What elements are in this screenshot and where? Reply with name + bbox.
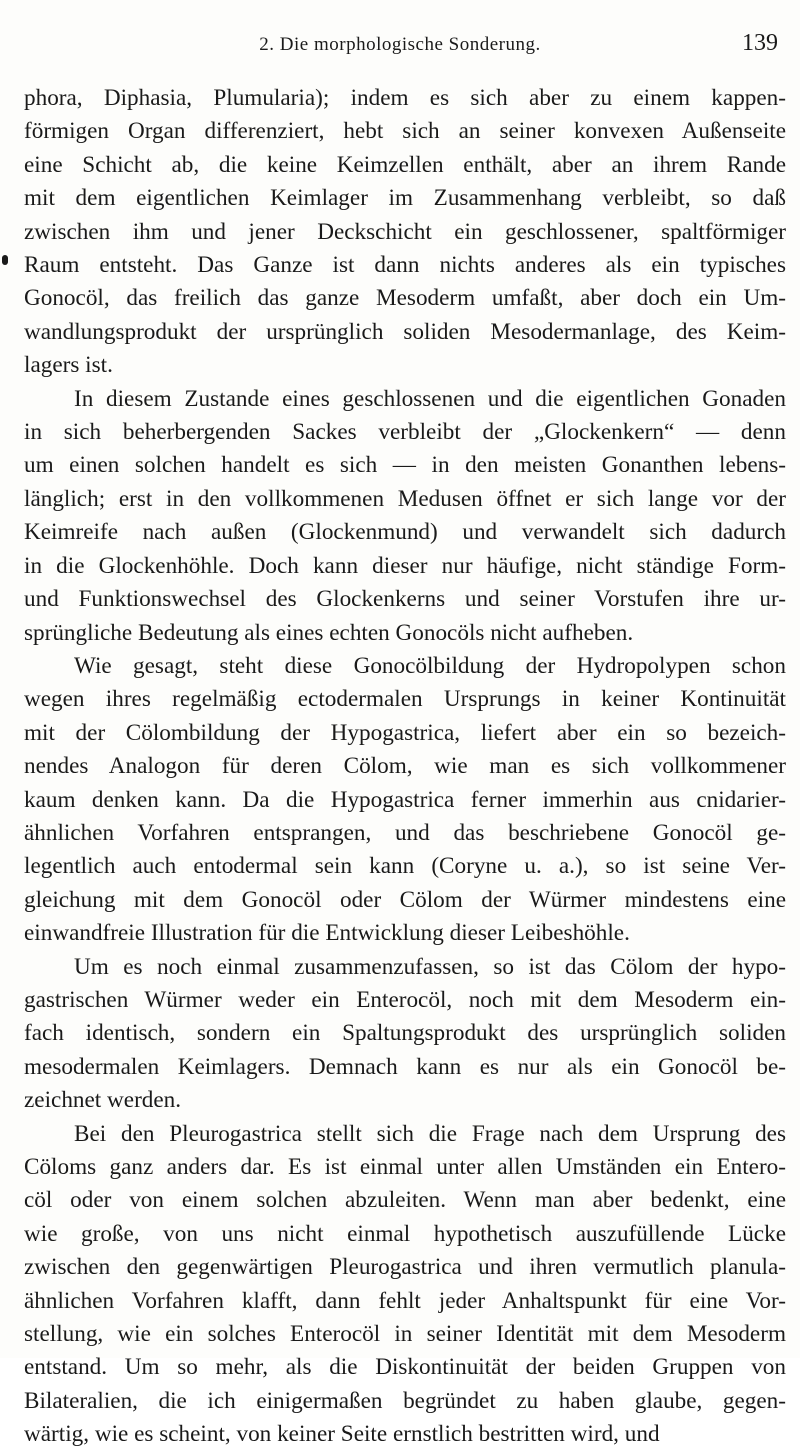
paragraph: [24, 82, 786, 383]
running-head: 2. Die morphologische Sonderung.: [259, 34, 541, 55]
text-line: fach identisch, sondern ein Spaltungsprodukt des ursprünglich soliden: [24, 1020, 786, 1047]
text-line: kaum denken kann. Da die Hypogastrica ferner immerhin aus cnidarier-: [24, 786, 786, 813]
text-line: mit der Cölombildung der Hypogastrica, liefert aber ein so bezeich-: [24, 719, 786, 746]
text-line: sprüngliche Bedeutung als eines echten Gonocöls nicht aufheben.: [24, 619, 634, 646]
text-line: nendes Analogon für deren Cölom, wie man es sich vollkommener: [24, 753, 786, 780]
text-line: cöl oder von einem solchen abzuleiten. Wenn man aber bedenkt, eine: [24, 1187, 786, 1214]
text-line: Gonocöl, das freilich das ganze Mesoderm umfaßt, aber doch ein Um-: [24, 285, 786, 312]
paragraph: [24, 650, 786, 951]
text-line: In diesem Zustande eines geschlossenen und die eigentlichen Gonaden: [74, 385, 786, 412]
text-line: wie große, von uns nicht einmal hypothetisch auszufüllende Lücke: [24, 1220, 786, 1247]
text-line: stellung, wie ein solches Enterocöl in seiner Identität mit dem Mesoderm: [24, 1321, 786, 1348]
text-line: lagers ist.: [24, 352, 113, 379]
body-text: [24, 82, 786, 1452]
text-line: Um es noch einmal zusammenzufassen, so ist das Cölom der hypo-: [74, 953, 786, 980]
text-line: länglich; erst in den vollkommenen Medusen öffnet er sich lange vor der: [24, 485, 786, 512]
paragraph: [24, 1118, 786, 1452]
text-line: Bilateralien, die ich einigermaßen begründet zu haben glaube, gegen-: [24, 1387, 786, 1414]
text-line: gastrischen Würmer weder ein Enterocöl, noch mit dem Mesoderm ein-: [24, 986, 786, 1013]
page-header: [0, 28, 800, 68]
margin-mark: [2, 255, 8, 265]
text-line: zwischen ihm und jener Deckschicht ein geschlossener, spaltförmiger: [24, 218, 786, 245]
text-line: förmigen Organ differenziert, hebt sich an seiner konvexen Außenseite: [24, 118, 786, 145]
text-line: ähnlichen Vorfahren klafft, dann fehlt jeder Anhaltspunkt für eine Vor-: [24, 1287, 786, 1314]
text-line: und Funktionswechsel des Glockenkerns und seiner Vorstufen ihre ur-: [24, 586, 786, 613]
text-line: Bei den Pleurogastrica stellt sich die Frage nach dem Ursprung des: [74, 1120, 786, 1147]
text-line: zeichnet werden.: [24, 1087, 182, 1114]
text-line: entstand. Um so mehr, als die Diskontinuität der beiden Gruppen von: [24, 1354, 786, 1381]
text-line: ähnlichen Vorfahren entsprangen, und das beschriebene Gonocöl ge-: [24, 819, 786, 846]
text-line: wärtig, wie es scheint, von keiner Seite ernstlich bestritten wird, und: [24, 1421, 660, 1448]
text-line: phora, Diphasia, Plumularia); indem es sich aber zu einem kappen-: [24, 85, 786, 111]
page-number: 139: [742, 30, 778, 56]
text-line: legentlich auch entodermal sein kann (Coryne u. a.), so ist seine Ver-: [24, 853, 786, 880]
text-line: wegen ihres regelmäßig ectodermalen Ursprungs in keiner Kontinuität: [24, 686, 786, 713]
text-line: wandlungsprodukt der ursprünglich soliden Mesodermanlage, des Keim-: [24, 318, 786, 345]
text-line: Keimreife nach außen (Glockenmund) und verwandelt sich dadurch: [24, 519, 786, 546]
text-line: gleichung mit dem Gonocöl oder Cölom der Würmer mindestens eine: [24, 886, 786, 913]
text-line: mesodermalen Keimlagers. Demnach kann es nur als ein Gonocöl be-: [24, 1053, 786, 1080]
text-line: in die Glockenhöhle. Doch kann dieser nur häufige, nicht ständige Form-: [24, 552, 786, 579]
text-line: zwischen den gegenwärtigen Pleurogastrica und ihren vermutlich planula-: [24, 1254, 786, 1281]
text-line: Wie gesagt, steht diese Gonocölbildung der Hydropolypen schon: [74, 652, 786, 679]
text-line: mit dem eigentlichen Keimlager im Zusammenhang verbleibt, so daß: [24, 185, 786, 212]
text-line: Cöloms ganz anders dar. Es ist einmal unter allen Umständen ein Entero-: [24, 1154, 786, 1180]
text-line: in sich beherbergenden Sackes verbleibt der „Glockenkern“ — denn: [24, 419, 786, 446]
paragraph: [24, 951, 786, 1118]
paragraph: [24, 383, 786, 650]
text-line: Raum entsteht. Das Ganze ist dann nichts anderes als ein typisches: [24, 252, 786, 279]
text-line: einwandfreie Illustration für die Entwicklung dieser Leibeshöhle.: [24, 920, 630, 947]
text-line: um einen solchen handelt es sich — in den meisten Gonanthen lebens-: [24, 452, 786, 479]
text-line: eine Schicht ab, die keine Keimzellen enthält, aber an ihrem Rande: [24, 151, 786, 178]
